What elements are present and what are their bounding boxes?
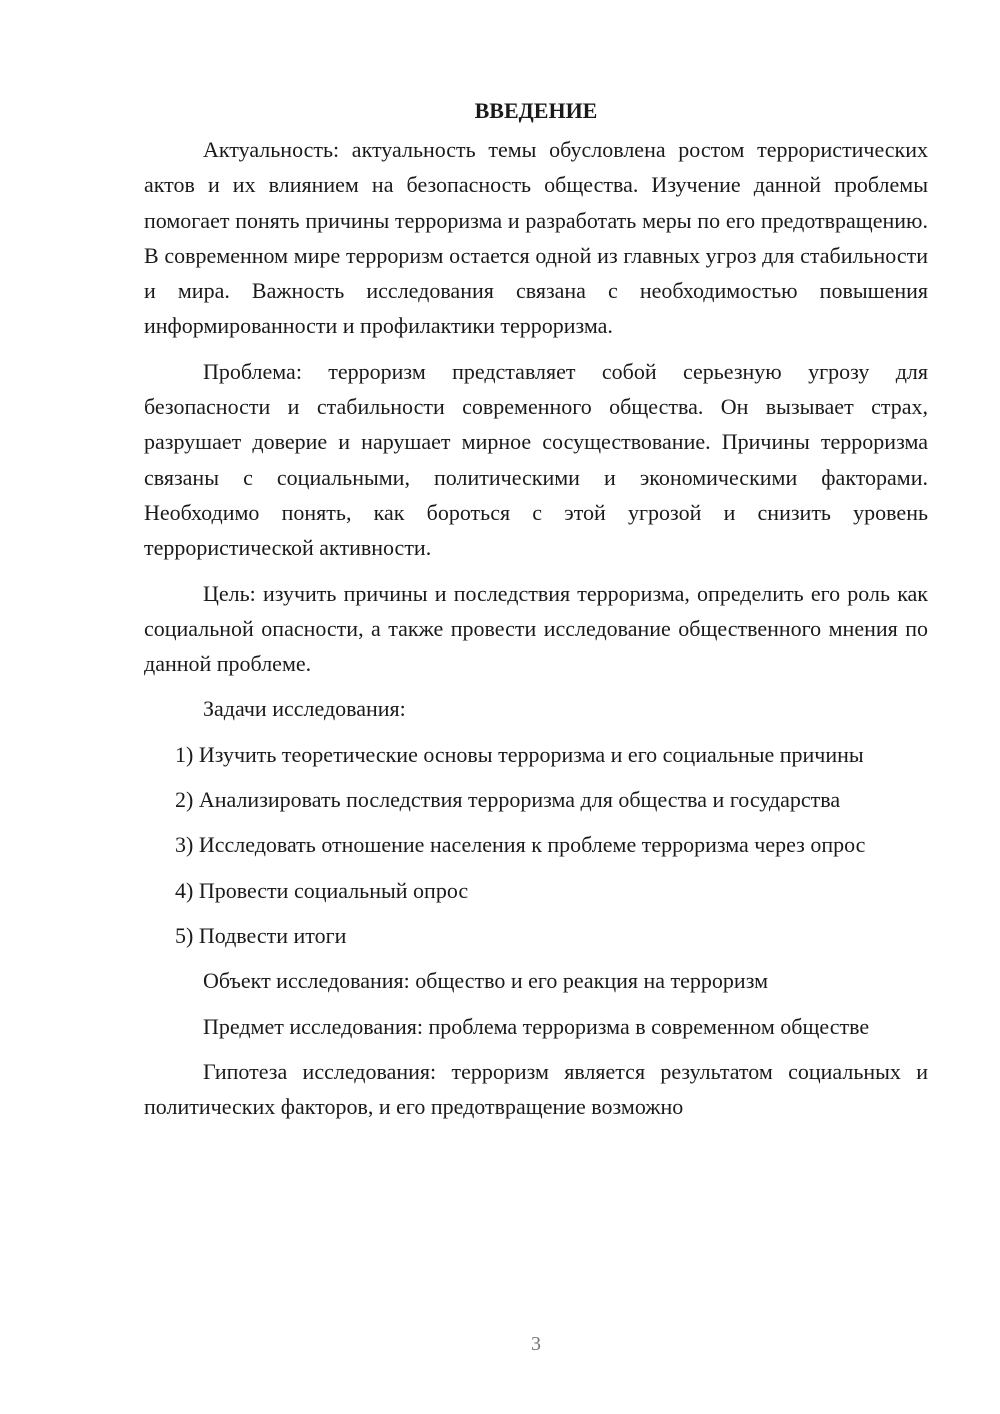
task-item-3: 3) Исследовать отношение населения к проблеме терроризма через опрос bbox=[175, 832, 866, 858]
task-item-1: 1) Изучить теоретические основы терроризма и его социальные причины bbox=[175, 741, 864, 767]
paragraph-goal: Цель: изучить причины и последствия терроризма, определить его роль как социальной опасности, а также провести исследование общественного мнения по данной проблеме. bbox=[144, 580, 928, 677]
paragraph-hypothesis: Гипотеза исследования: терроризм является результатом социальных и политических факторов, и его предотвращение возможно bbox=[144, 1058, 928, 1120]
task-item-2: 2) Анализировать последствия терроризма для общества и государства bbox=[175, 787, 841, 813]
task-item-4: 4) Провести социальный опрос bbox=[175, 877, 469, 903]
page-number: 3 bbox=[531, 1333, 541, 1355]
paragraph-object: Объект исследования: общество и его реакция на терроризм bbox=[203, 968, 768, 994]
paragraph-subject: Предмет исследования: проблема терроризма в современном обществе bbox=[203, 1013, 870, 1039]
page-title: ВВЕДЕНИЕ bbox=[474, 98, 598, 123]
paragraph-tasks-intro: Задачи исследования: bbox=[203, 696, 406, 722]
task-item-5: 5) Подвести итоги bbox=[175, 922, 347, 948]
page-content bbox=[144, 96, 928, 1134]
paragraph-relevance: Актуальность: актуальность темы обусловлена ростом террористических актов и их влиянием на безопасность общества. Изучение данной проблемы помогает понять причины терроризма и разработать меры по его предотвращению. В современном мире терроризм остается одной из главных угроз для стабильности и мира. Важность исследования связана с необходимостью повышения информированности и профилактики терроризма. bbox=[144, 137, 928, 339]
paragraph-problem: Проблема: терроризм представляет собой серьезную угрозу для безопасности и стабильности современного общества. Он вызывает страх, разрушает доверие и нарушает мирное сосуществование. Причины терроризма связаны с социальными, политическими и экономическими факторами. Необходимо понять, как бороться с этой угрозой и снизить уровень террористической активности. bbox=[144, 358, 928, 561]
